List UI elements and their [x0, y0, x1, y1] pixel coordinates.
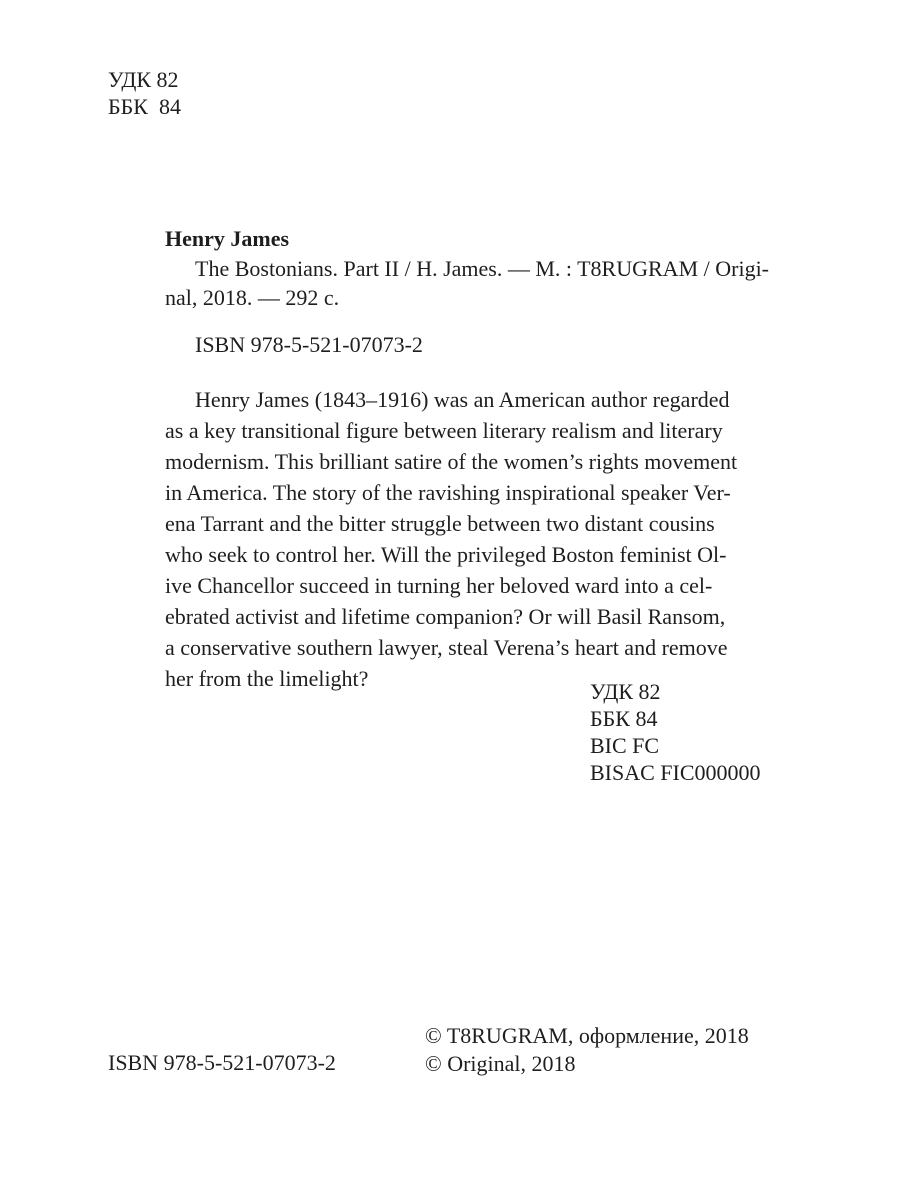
- copyright-line: © Original, 2018: [425, 1051, 576, 1076]
- bic-code: BIC FC: [590, 733, 660, 758]
- abstract-line: ebrated activist and lifetime companion? Or will Basil Ransom,: [165, 604, 726, 629]
- abstract-line: ena Tarrant and the bitter struggle between two distant cousins: [165, 511, 715, 536]
- abstract-line: ive Chancellor succeed in turning her beloved ward into a cel-: [165, 573, 713, 598]
- abstract-line: who seek to control her. Will the privileged Boston feminist Ol-: [165, 542, 727, 567]
- abstract-line: her from the limelight?: [165, 666, 369, 691]
- author-name: Henry James: [165, 226, 290, 251]
- udk-code: УДК 82: [108, 67, 179, 92]
- book-abstract: [165, 384, 760, 694]
- isbn-bottom: ISBN 978-5-521-07073-2: [108, 1050, 336, 1075]
- classification-codes: [590, 678, 761, 786]
- abstract-line: Henry James (1843–1916) was an American author regarded: [195, 387, 730, 412]
- copyright-line: © T8RUGRAM, оформление, 2018: [425, 1023, 749, 1048]
- abstract-line: a conservative southern lawyer, steal Verena’s heart and remove: [165, 635, 728, 660]
- bibliographic-record: [165, 254, 770, 312]
- isbn-record: ISBN 978-5-521-07073-2: [195, 332, 423, 357]
- udk-code: УДК 82: [590, 679, 661, 704]
- abstract-line: as a key transitional figure between literary realism and literary: [165, 418, 723, 443]
- abstract-line: modernism. This brilliant satire of the women’s rights movement: [165, 449, 738, 474]
- bbk-code: ББК 84: [108, 94, 181, 119]
- copyright-notice: [425, 1022, 749, 1078]
- abstract-line: in America. The story of the ravishing inspirational speaker Ver-: [165, 480, 731, 505]
- biblio-line: nal, 2018. — 292 c.: [165, 285, 340, 310]
- top-classification-codes: [108, 66, 181, 120]
- bbk-code: ББК 84: [590, 706, 658, 731]
- biblio-line: The Bostonians. Part II / H. James. — M. : T8RUGRAM / Origi-: [195, 256, 770, 281]
- bisac-code: BISAC FIC000000: [590, 760, 761, 785]
